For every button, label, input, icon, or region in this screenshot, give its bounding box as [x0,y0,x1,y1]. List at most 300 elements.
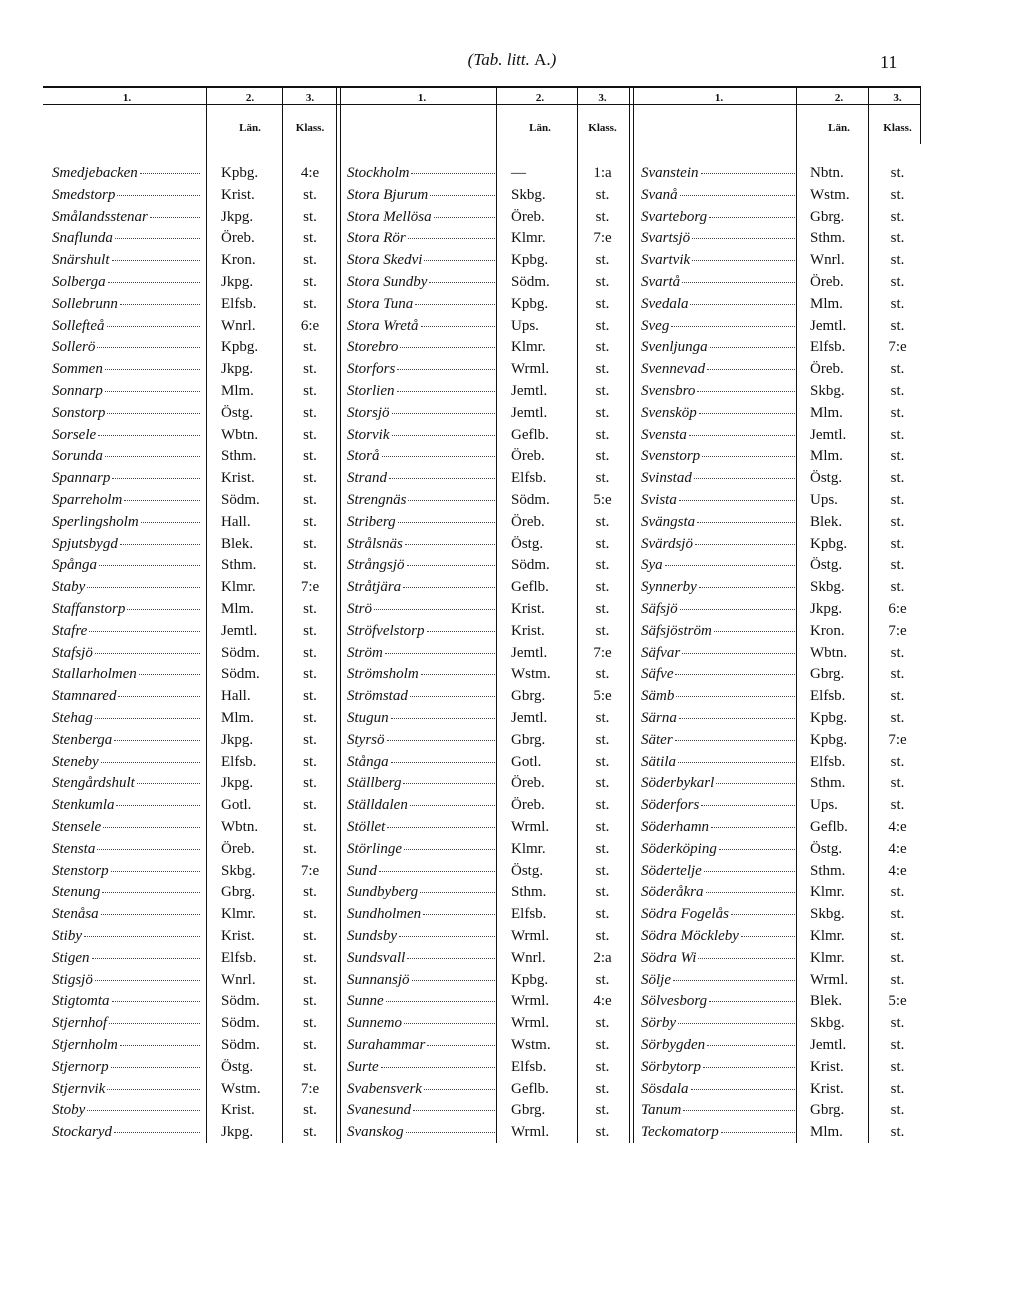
table-row [0,991,1024,1013]
leader-dots [701,163,796,174]
leader-dots [741,926,795,937]
lan-cell: Sthm. [511,884,547,901]
klass-cell: 4:e [888,840,907,857]
station-name-text: Sonnarp [52,383,103,399]
leader-dots [719,839,795,850]
table-row [0,250,1024,272]
leader-dots [671,316,795,327]
station-name-text: Strand [347,470,388,487]
station-name-text: Stigen [52,949,90,966]
leader-dots [709,207,795,218]
klass-cell: st. [890,557,905,574]
klass-cell: 6:e [300,317,320,334]
klass-cell: 5:e [593,688,612,705]
lan-cell: Wnrl. [810,252,845,269]
leader-dots [676,686,795,697]
klass-cell: st. [303,557,317,574]
leader-dots [665,555,795,566]
leader-dots [682,643,795,654]
table-row [0,1122,1024,1144]
klass-cell: st. [303,383,317,399]
lan-cell: Sthm. [221,448,257,465]
lan-cell: Wbtn. [810,644,848,661]
lan-cell: Östg. [511,535,544,552]
station-name-text: Södra Wi [641,949,697,966]
klass-cell: st. [303,1124,317,1141]
lan-cell: Skbg. [810,906,845,923]
klass-cell: st. [303,470,317,487]
klass-cell: st. [890,971,905,988]
klass-cell: st. [303,644,317,661]
lan-cell: Kpbg. [221,339,259,356]
station-name [641,686,797,708]
station-name-text: Stamnared [52,688,117,705]
table-row [0,948,1024,970]
station-name [641,664,797,686]
lan-cell: Jkpg. [221,208,254,225]
lan-cell: Wnrl. [221,317,256,334]
station-name-text: Stafre [52,622,88,639]
klass-cell: st. [595,1015,610,1032]
klass-cell: st. [595,928,610,944]
table-row [0,228,1024,250]
station-name-text: Stora Sundby [347,274,428,290]
lan-cell: Klmr. [810,884,845,901]
station-name-text: Säfsjö [641,601,678,617]
station-name-text: Steneby [52,753,99,770]
lan-cell: Södm. [511,557,550,574]
lan-cell: Elfsb. [221,295,257,312]
column-number: 3. [893,92,902,104]
klass-cell: st. [595,1037,610,1053]
lan-cell: Skbg. [511,186,546,203]
lan-cell: Wstm. [810,186,850,203]
lan-cell: Krist. [221,928,255,944]
klass-cell: 5:e [593,492,612,508]
lan-cell: Jemtl. [511,644,548,661]
station-name-text: Stora Skedvi [347,252,423,269]
leader-dots [697,381,795,392]
klass-cell: st. [890,186,905,203]
station-name-text: Sveg [641,317,670,334]
klass-cell: st. [303,295,317,312]
lan-cell: Blek. [221,535,254,552]
lan-cell: Elfsb. [221,949,257,966]
lan-cell: Kpbg. [511,971,549,988]
station-name-text: Stenkumla [52,797,115,814]
leader-dots [675,730,795,741]
leader-dots [706,882,796,893]
station-name-text: Stora Mellösa [347,208,432,225]
lan-cell: Krist. [221,470,255,487]
table-row [0,904,1024,926]
station-name-text: Söderköping [641,840,717,857]
page-title: (Tab. litt. A.) [467,50,557,69]
top-rule [43,86,921,88]
station-name-text: Sunnansjö [347,971,410,988]
station-name-text: Stora Tuna [347,295,414,312]
klass-cell: st. [890,579,905,596]
klass-cell: st. [595,775,610,792]
station-name-text: Sorsele [52,426,97,443]
lan-cell: Geflb. [511,579,549,596]
lan-cell: Wnrl. [511,949,546,966]
station-name-text: Stehag [52,710,93,726]
lan-cell: Krist. [511,622,545,639]
leader-dots [699,403,795,414]
klass-cell: st. [303,513,317,530]
lan-cell: Krist. [810,1058,844,1075]
station-name-text: Svedala [641,295,689,312]
station-name [641,468,797,490]
lan-cell: — [511,165,526,181]
lan-cell: Blek. [810,513,843,530]
lan-cell: Klmr. [511,230,546,247]
lan-cell: Sthm. [810,775,846,792]
lan-cell: Jemtl. [810,317,847,334]
klass-cell: st. [890,361,905,378]
klass-cell: st. [303,775,317,792]
table-row [0,534,1024,556]
lan-cell: Skbg. [810,383,845,399]
lan-cell: Krist. [221,1102,255,1119]
klass-cell: st. [595,1102,610,1119]
lan-cell: Kpbg. [221,165,259,181]
lan-cell: Kpbg. [511,252,549,269]
station-name-text: Spjutsbygd [52,535,118,552]
klass-cell: st. [303,1037,317,1053]
klass-cell: st. [595,252,610,269]
station-name-text: Säfsjöström [641,622,712,639]
leader-dots [675,664,795,675]
station-name-text: Sundsby [347,928,397,944]
station-name-text: Stiby [52,928,82,944]
station-name [641,359,797,381]
lan-cell: Mlm. [221,710,254,726]
station-name-text: Strö [347,601,373,617]
leader-dots [716,773,795,784]
klass-cell: st. [890,753,905,770]
station-name-text: Staby [52,579,86,596]
leader-dots [692,250,795,261]
klass-cell: st. [303,928,317,944]
klass-cell: st. [595,884,610,901]
station-name-text: Staffanstorp [52,601,126,617]
station-name-text: Stafsjö [52,644,93,661]
station-name-text: Stora Rör [347,230,406,247]
klass-cell: 7:e [593,230,612,247]
station-name-text: Stjernvik [52,1080,106,1097]
lan-cell: Jemtl. [221,622,258,639]
table-row [0,599,1024,621]
lan-cell: Skbg. [221,862,256,879]
station-name [641,185,797,207]
leader-dots [679,490,795,501]
lan-cell: Mlm. [810,1124,843,1141]
klass-cell: st. [303,274,317,290]
station-name-text: Stenung [52,884,101,901]
header-rule [43,104,921,105]
lan-cell: Geflb. [810,819,848,835]
station-name [641,1013,797,1035]
station-name [641,316,797,338]
station-name-text: Sörbytorp [641,1058,701,1075]
station-name [641,512,797,534]
lan-cell: Wrml. [511,1015,550,1032]
klass-cell: st. [303,819,317,835]
klass-cell: st. [595,731,610,748]
leader-dots [707,359,795,370]
station-name-text: Sollebrunn [52,295,118,312]
lan-cell: Östg. [810,840,843,857]
station-name-text: Snaflunda [52,230,113,247]
klass-cell: st. [890,295,905,312]
station-name-text: Svanskog [347,1124,404,1141]
station-name [641,446,797,468]
station-name-text: Svartsjö [641,230,691,247]
klass-cell: 7:e [593,644,612,661]
klass-cell: 4:e [888,819,907,835]
lan-cell: Södm. [221,993,260,1010]
klass-cell: st. [303,884,317,901]
column-header-klass: Klass. [295,122,325,134]
table-row [0,207,1024,229]
lan-cell: Gotl. [221,797,252,814]
lan-cell: Jemtl. [511,383,548,399]
leader-dots [707,1035,795,1046]
station-name-text: Säfve [641,666,674,683]
station-name-text: Svanesund [347,1102,412,1119]
lan-cell: Östg. [221,404,254,421]
klass-cell: st. [303,492,317,508]
station-name-text: Svängsta [641,513,696,530]
klass-cell: st. [303,186,317,203]
lan-cell: Elfsb. [511,1058,547,1075]
station-name [641,730,797,752]
station-name-text: Söderåkra [641,884,704,901]
station-name-text: Sölvesborg [641,993,708,1010]
lan-cell: Gbrg. [511,1102,546,1119]
title-suffix: A. [534,50,551,69]
column-header-lan: Län. [239,122,261,134]
station-name-text: Stengårdshult [52,775,135,792]
klass-cell: st. [595,1080,610,1097]
lan-cell: Jemtl. [511,404,548,421]
station-name-text: Svartvik [641,252,691,269]
station-name-text: Södra Möckleby [641,928,739,944]
lan-cell: Öreb. [511,208,545,225]
klass-cell: st. [303,404,317,421]
klass-cell: 7:e [888,622,907,639]
lan-cell: Mlm. [221,383,254,399]
leader-dots [673,970,795,981]
table-row [0,490,1024,512]
leader-dots [683,1100,795,1111]
table-row [0,1100,1024,1122]
lan-cell: Ups. [810,492,838,508]
table-row [0,861,1024,883]
column-number: 3. [598,92,607,104]
klass-cell: st. [595,971,610,988]
lan-cell: Wstm. [221,1080,261,1097]
klass-cell: st. [595,295,610,312]
lan-cell: Öreb. [221,230,255,247]
leader-dots [711,817,795,828]
station-name-text: Stråtjära [347,579,402,596]
table-row [0,1035,1024,1057]
station-name-text: Svanå [641,186,678,203]
klass-cell: st. [890,230,905,247]
klass-cell: st. [303,601,317,617]
station-name [641,381,797,403]
leader-dots [731,904,795,915]
klass-cell: st. [595,535,610,552]
klass-cell: st. [890,1058,905,1075]
lan-cell: Krist. [221,186,255,203]
leader-dots [698,948,795,959]
station-name-text: Smedstorp [52,186,116,203]
column-number: 2. [245,92,255,104]
station-name-text: Stallarholmen [52,666,137,683]
klass-cell: 4:e [888,862,907,879]
station-name-text: Stjernholm [52,1037,118,1053]
station-name [641,599,797,621]
leader-dots [714,621,795,632]
table-row [0,446,1024,468]
lan-cell: Södm. [511,492,550,508]
station-name [641,861,797,883]
klass-cell: st. [595,557,610,574]
klass-cell: st. [303,361,317,378]
station-name-text: Svärdsjö [641,535,693,552]
lan-cell: Nbtn. [810,165,844,181]
klass-cell: st. [595,840,610,857]
table-row [0,468,1024,490]
table-row [0,730,1024,752]
station-name-text: Svabensverk [347,1080,422,1097]
table-row [0,643,1024,665]
klass-cell: st. [595,666,610,683]
station-name [641,577,797,599]
lan-cell: Hall. [221,513,251,530]
table-row [0,708,1024,730]
klass-cell: st. [890,906,905,923]
station-name-text: Sundbyberg [347,884,419,901]
lan-cell: Gbrg. [511,731,546,748]
station-name-text: Stigtomta [52,993,110,1010]
leader-dots [678,752,795,763]
station-name-text: Spånga [52,557,97,574]
lan-cell: Klmr. [511,339,546,356]
station-name-text: Stora Wretå [347,317,419,334]
table-row [0,185,1024,207]
lan-cell: Kpbg. [810,535,848,552]
lan-cell: Östg. [221,1058,254,1075]
lan-cell: Klmr. [511,840,546,857]
station-name [641,708,797,730]
klass-cell: st. [303,1015,317,1032]
lan-cell: Elfsb. [810,753,846,770]
leader-dots [680,599,795,610]
table-row [0,163,1024,185]
station-name [641,403,797,425]
klass-cell: st. [890,165,905,181]
klass-cell: 2:a [593,949,612,966]
station-name-text: Svensta [641,426,687,443]
station-name-text: Svenljunga [641,339,708,356]
klass-cell: st. [890,383,905,399]
leader-dots [690,294,795,305]
lan-cell: Elfsb. [511,470,547,487]
klass-cell: st. [890,1080,905,1097]
table-row [0,926,1024,948]
table-row [0,752,1024,774]
leader-dots [691,1079,795,1090]
station-name-text: Sunne [347,993,384,1010]
station-name-text: Sommen [52,361,103,378]
station-name-text: Söderhamn [641,819,710,835]
station-name-text: Sätila [641,753,677,770]
klass-cell: st. [595,317,610,334]
lan-cell: Kron. [810,622,845,639]
leader-dots [680,185,795,196]
station-name-text: Strålsnäs [347,535,403,552]
table-row [0,882,1024,904]
lan-cell: Södm. [221,666,260,683]
station-name-text: Stigsjö [52,971,93,988]
klass-cell: st. [890,470,905,487]
klass-cell: st. [595,513,610,530]
lan-cell: Öreb. [511,513,545,530]
station-name-text: Störlinge [347,840,402,857]
station-name-text: Sollefteå [52,317,105,334]
lan-cell: Kpbg. [810,710,848,726]
klass-cell: st. [303,971,317,988]
klass-cell: st. [595,448,610,465]
station-name [641,228,797,250]
station-name [641,904,797,926]
column-number: 1. [714,92,724,104]
lan-cell: Wrml. [511,993,550,1010]
klass-cell: st. [303,448,317,465]
station-name [641,250,797,272]
station-name-text: Säter [641,731,673,748]
station-name-text: Sämb [641,688,675,705]
klass-cell: st. [303,208,317,225]
table-row [0,664,1024,686]
table-row [0,1079,1024,1101]
station-name [641,752,797,774]
station-name-text: Spannarp [52,470,111,487]
lan-cell: Gbrg. [810,208,845,225]
lan-cell: Blek. [810,993,843,1010]
table-row [0,425,1024,447]
station-name-text: Söderbykarl [641,775,715,792]
station-name [641,337,797,359]
lan-cell: Mlm. [221,601,254,617]
klass-cell: st. [303,252,317,269]
table-row [0,1057,1024,1079]
leader-dots [701,795,795,806]
station-name-text: Sunnemo [347,1015,402,1032]
klass-cell: st. [595,819,610,835]
page-number: 11 [880,52,898,72]
leader-dots [689,425,795,436]
station-name [641,643,797,665]
leader-dots [702,446,795,457]
klass-cell: st. [890,644,905,661]
leader-dots [709,991,795,1002]
